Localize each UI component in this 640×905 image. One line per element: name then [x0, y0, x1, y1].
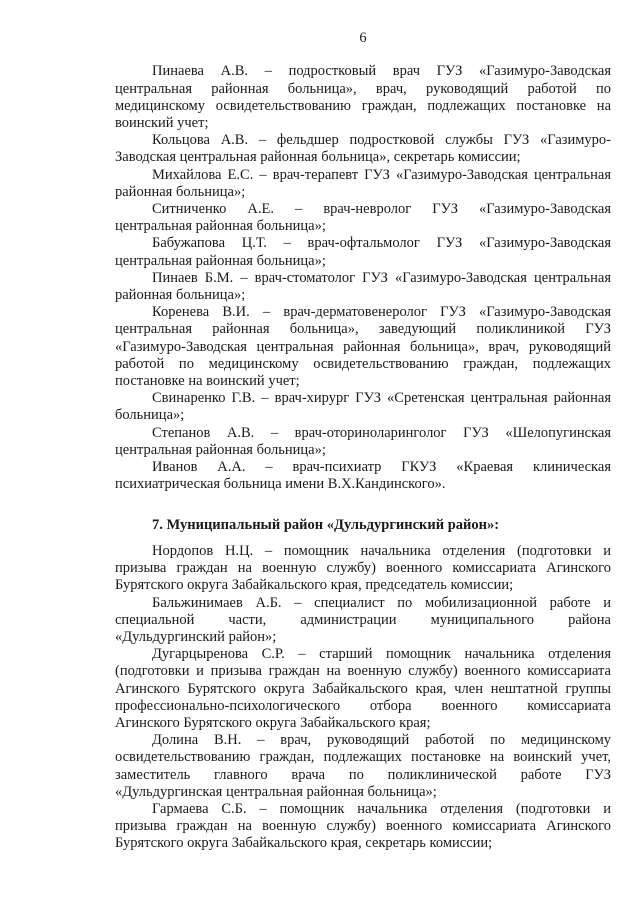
text-line: центральная районная больница»; — [115, 441, 326, 458]
text-line: Пинаева А.В. – подростковый врач ГУЗ «Газимуро-Заводская — [152, 63, 611, 80]
text-line: «Газимуро-Заводская центральная районная больница», врач, руководящий — [115, 338, 611, 355]
member-entry — [115, 595, 611, 647]
member-entry — [115, 235, 611, 269]
text-line: Нордопов Н.Ц. – помощник начальника отделения (подготовки и — [152, 542, 611, 559]
text-line: Иванов А.А. – врач-психиатр ГКУЗ «Краевая клиническая — [152, 459, 611, 476]
text-line: Свинаренко Г.В. – врач-хирург ГУЗ «Сретенская центральная районная — [152, 390, 611, 407]
members-list-continued — [115, 63, 611, 493]
text-line: центральная районная больница», врач, руководящий работой по — [115, 80, 611, 97]
member-entry — [115, 63, 611, 132]
member-entry — [115, 459, 611, 493]
member-entry — [115, 270, 611, 304]
text-line: Коренева В.И. – врач-дерматовенеролог ГУЗ «Газимуро-Заводская — [152, 304, 611, 321]
member-entry — [115, 132, 611, 166]
text-line: Агинского Бурятского округа Забайкальского края, член нештатной группы — [115, 680, 611, 697]
member-entry — [115, 801, 611, 853]
text-line: центральная районная больница»; — [115, 218, 326, 235]
text-line: Бурятского округа Забайкальского края, секретарь комиссии; — [115, 835, 493, 852]
text-line: медицинскому освидетельствованию граждан, подлежащих постановке на — [115, 97, 611, 114]
text-line: призыва граждан на военную службу) военного комиссариата Агинского — [115, 818, 611, 835]
text-line: призыва граждан на военную службу) военного комиссариата Агинского — [115, 560, 611, 577]
text-line: (подготовки и призыва граждан на военную службу) военного комиссариата — [115, 663, 611, 680]
text-line: работой по медицинскому освидетельствованию граждан, подлежащих — [115, 355, 611, 372]
text-line: центральная районная больница»; — [115, 252, 326, 269]
text-line: профессионально-психологического отбора военного комиссариата — [115, 697, 611, 714]
member-entry — [115, 646, 611, 732]
text-line: центральная районная больница», заведующий поликлиникой ГУЗ — [115, 321, 611, 338]
text-line: Бурятского округа Забайкальского края, председатель комиссии; — [115, 577, 514, 594]
member-entry — [115, 732, 611, 801]
text-line: Пинаев Б.М. – врач-стоматолог ГУЗ «Газимуро-Заводская центральная — [152, 269, 611, 286]
section-duldurginsky-district — [115, 517, 611, 852]
text-line: специальной части, администрации муниципального района — [115, 611, 611, 628]
text-line: Степанов А.В. – врач-оториноларинголог ГУЗ «Шелопугинская — [152, 424, 611, 441]
text-line: Михайлова Е.С. – врач-терапевт ГУЗ «Газимуро-Заводская центральная — [152, 166, 611, 183]
text-line: Кольцова А.В. – фельдшер подростковой службы ГУЗ «Газимуро- — [152, 132, 611, 149]
text-line: Бальжинимаев А.Б. – специалист по мобилизационной работе и — [152, 594, 611, 611]
document-body — [115, 63, 611, 852]
member-entry — [115, 425, 611, 459]
member-entry — [115, 390, 611, 424]
text-line: постановке на воинский учет; — [115, 373, 300, 390]
text-line: воинский учет; — [115, 115, 209, 131]
text-line: Заводская центральная районная больница», секретарь комиссии; — [115, 149, 521, 166]
text-line: психиатрическая больница имени В.Х.Кандинского». — [115, 476, 446, 493]
text-line: «Дульдургинская центральная районная больница»; — [115, 783, 437, 800]
text-line: освидетельствованию граждан, подлежащих постановке на воинский учет, — [115, 749, 611, 766]
text-line: больница»; — [115, 407, 185, 424]
text-line: районная больница»; — [115, 287, 246, 304]
text-line: Бабужапова Ц.Т. – врач-офтальмолог ГУЗ «Газимуро-Заводская — [152, 235, 611, 252]
member-entry — [115, 201, 611, 235]
text-line: Ситниченко А.Е. – врач-невролог ГУЗ «Газимуро-Заводская — [152, 201, 611, 218]
text-line: районная больница»; — [115, 183, 246, 200]
text-line: Дугарцыренова С.Р. – старший помощник начальника отделения — [152, 646, 611, 663]
text-line: Гармаева С.Б. – помощник начальника отделения (подготовки и — [152, 801, 611, 818]
section-heading: 7. Муниципальный район «Дульдургинский район»: — [152, 517, 500, 534]
member-entry — [115, 167, 611, 201]
page-number: 6 — [359, 30, 367, 46]
member-entry — [115, 543, 611, 595]
text-line: заместитель главного врача по поликлинической работе ГУЗ — [115, 766, 611, 783]
text-line: Агинского Бурятского округа Забайкальского края; — [115, 715, 431, 731]
text-line: «Дульдургинский район»; — [115, 628, 277, 645]
member-entry — [115, 304, 611, 390]
text-line: Долина В.Н. – врач, руководящий работой по медицинскому — [152, 732, 611, 749]
